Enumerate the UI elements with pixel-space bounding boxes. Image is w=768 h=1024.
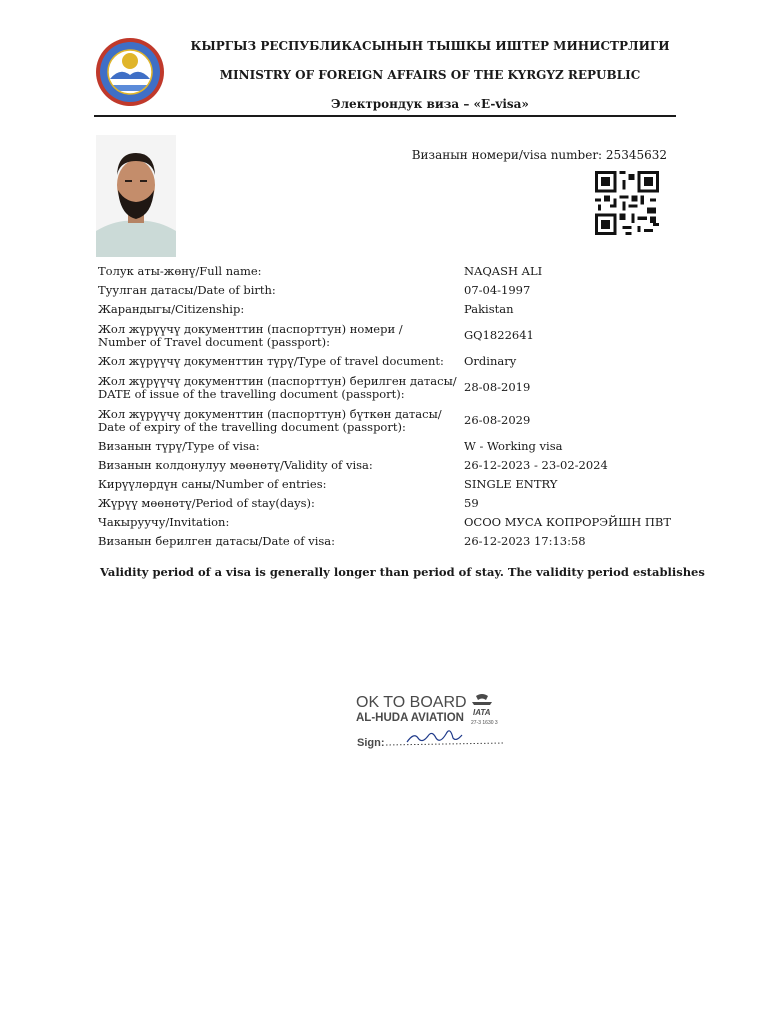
- stamp-sign-label: Sign:: [357, 737, 385, 749]
- field-passport-number: [98, 319, 678, 352]
- field-visa-type: [98, 437, 678, 456]
- field-value: 28-08-2019: [464, 380, 531, 394]
- field-value: ОСОО МУСА КОПРОРЭЙШН ПВТ: [464, 515, 672, 529]
- field-period-of-stay: [98, 494, 678, 513]
- field-label: Толук аты-жөнү/Full name:: [98, 264, 262, 278]
- field-invitation: [98, 513, 678, 532]
- field-value: Ordinary: [464, 354, 517, 368]
- field-value: 59: [464, 496, 479, 510]
- ministry-title-kyrgyz: КЫРГЫЗ РЕСПУБЛИКАСЫНЫН ТЫШКЫ ИШТЕР МИНИСТРЛИГИ: [190, 39, 670, 53]
- visa-details: [98, 262, 678, 551]
- handwritten-signature: [407, 731, 462, 742]
- field-label: Визанын колдонулуу мөөнөтү/Validity of visa:: [98, 458, 373, 472]
- header-divider: [94, 115, 676, 117]
- field-date-of-birth: [98, 281, 678, 300]
- field-label: Кирүүлөрдүн саны/Number of entries:: [98, 477, 327, 491]
- validity-note: Validity period of a visa is generally longer than period of stay. The validity period establishes: [100, 565, 705, 579]
- field-citizenship: [98, 300, 678, 319]
- document-title: Электрондук виза – «E-visa»: [331, 97, 529, 111]
- stamp-iata: IATA: [473, 708, 491, 717]
- field-date-of-visa: [98, 532, 678, 551]
- field-label-line1: Жол жүрүүчү документтин (паспорттун) номери /: [98, 321, 403, 336]
- ok-to-board-stamp: [352, 690, 512, 752]
- field-value: 07-04-1997: [464, 283, 531, 297]
- field-passport-expiry-date: [98, 404, 678, 437]
- visa-number: Визанын номери/visa number: 25345632: [411, 148, 667, 162]
- field-value: 26-12-2023 - 23-02-2024: [464, 458, 608, 472]
- iata-logo-icon: [472, 694, 492, 705]
- stamp-line2: AL-HUDA AVIATION: [356, 712, 464, 724]
- field-value: Pakistan: [464, 302, 514, 316]
- field-label: Жүрүү мөөнөтү/Period of stay(days):: [98, 496, 315, 510]
- field-label-line2: DATE of issue of the travelling document (passport):: [98, 386, 405, 401]
- field-value: 26-12-2023 17:13:58: [464, 534, 586, 548]
- field-label-line1: Жол жүрүүчү документтин (паспорттун) бүткөн датасы/: [98, 406, 442, 421]
- ministry-title-english: MINISTRY OF FOREIGN AFFAIRS OF THE KYRGYZ REPUBLIC: [219, 68, 641, 82]
- field-label: Жарандыгы/Citizenship:: [98, 302, 245, 316]
- field-number-of-entries: [98, 475, 678, 494]
- field-label: Жол жүрүүчү документтин түрү/Type of travel document:: [98, 354, 444, 368]
- field-value: SINGLE ENTRY: [464, 477, 558, 491]
- field-label-line1: Жол жүрүүчү документтин (паспорттун) берилген датасы/: [98, 373, 457, 388]
- field-value: GQ1822641: [464, 328, 534, 342]
- qr-code: [595, 170, 659, 236]
- stamp-iata-code: 27-3 1630 3: [471, 720, 498, 726]
- field-label-line2: Date of expiry of the travelling document (passport):: [98, 419, 406, 434]
- field-visa-validity: [98, 456, 678, 475]
- field-label: Чакыруучу/Invitation:: [98, 515, 230, 529]
- field-passport-issue-date: [98, 371, 678, 404]
- field-label: Визанын берилген датасы/Date of visa:: [98, 534, 336, 548]
- field-full-name: [98, 262, 678, 281]
- field-value: W - Working visa: [464, 439, 563, 453]
- field-value: NAQASH ALI: [464, 264, 543, 278]
- field-label: Туулган датасы/Date of birth:: [98, 283, 276, 297]
- field-travel-document-type: [98, 352, 678, 371]
- stamp-line1: OK TO BOARD: [356, 694, 467, 711]
- applicant-photo: [96, 135, 176, 257]
- field-label-line2: Number of Travel document (passport):: [98, 334, 330, 349]
- field-label: Визанын түрү/Type of visa:: [98, 439, 260, 453]
- field-value: 26-08-2029: [464, 413, 531, 427]
- kyrgyz-emblem-icon: [95, 37, 165, 107]
